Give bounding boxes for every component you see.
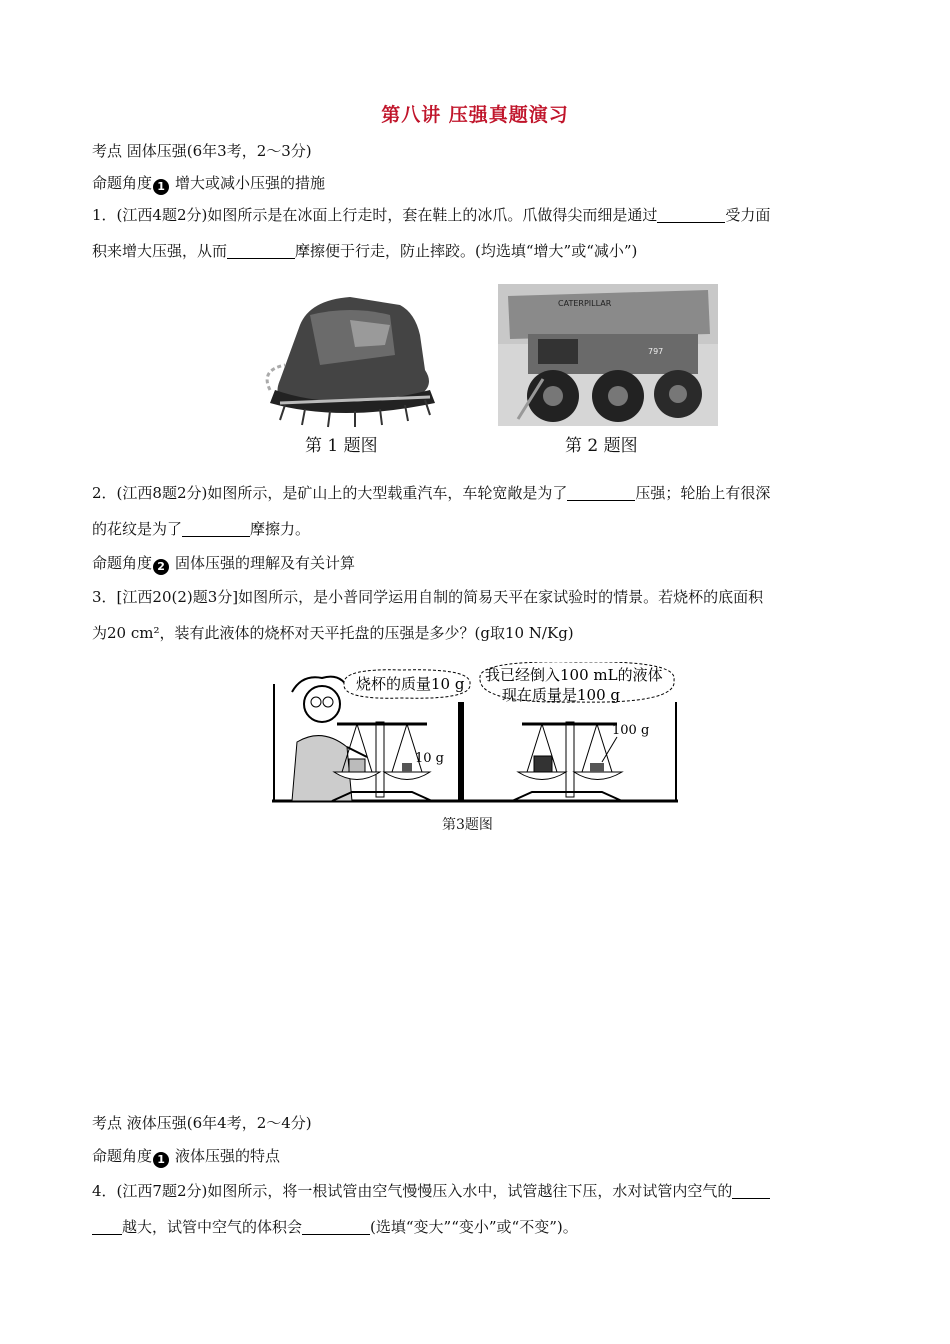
bubble-2-line-1: 我已经倒入100 mL的液体 — [485, 666, 663, 684]
bubble-1-text: 烧杯的质量10 g — [356, 675, 465, 693]
number-badge-1: 1 — [153, 179, 169, 195]
angle-text: 液体压强的特点 — [175, 1147, 281, 1165]
q4-text-c: (选填“变大”“变小”或“不变”)。 — [370, 1218, 578, 1236]
angle-text: 固体压强的理解及有关计算 — [175, 554, 356, 572]
figure-1-caption: 第 1 题图 — [305, 436, 378, 456]
truck-brand-text: CATERPILLAR — [558, 299, 612, 308]
q2-text-c: 的花纹是为了 — [92, 520, 183, 538]
q1-text-c: 积来增大压强，从而 — [92, 242, 228, 260]
answer-blank[interactable] — [302, 1219, 370, 1235]
q2-text-b: 压强；轮胎上有很深 — [635, 484, 771, 502]
crampon-shoe-image — [240, 285, 455, 435]
q2-text-a: 2．(江西8题2分)如图所示，是矿山上的大型载重汽车，车轮宽敞是为了 — [92, 484, 568, 502]
mining-truck-image — [498, 284, 718, 426]
angle-text: 增大或减小压强的措施 — [175, 174, 326, 192]
question-2-line-1 — [92, 482, 872, 504]
figure-3-caption: 第3题图 — [442, 817, 493, 833]
truck-model-text: 797 — [648, 347, 664, 356]
bubble-2-line-2: 现在质量是100 g — [502, 686, 621, 704]
question-angle-2 — [92, 552, 872, 575]
question-1-line-2 — [92, 240, 872, 262]
q2-text-d: 摩擦力。 — [250, 520, 311, 538]
question-3-line-2: 为20 cm²，装有此液体的烧杯对天平托盘的压强是多少？(g取10 N/Kg) — [92, 624, 574, 642]
weight-label-2: 100 g — [612, 723, 650, 738]
weight-label-1: 10 g — [415, 751, 444, 766]
figure-2-caption: 第 2 题图 — [565, 436, 638, 456]
number-badge-2: 2 — [153, 559, 169, 575]
answer-blank[interactable] — [732, 1183, 770, 1199]
question-4-line-1 — [92, 1180, 872, 1202]
q4-text-b: 越大，试管中空气的体积会 — [122, 1218, 303, 1236]
angle-label: 命题角度 — [92, 1147, 153, 1165]
answer-blank[interactable] — [182, 521, 250, 537]
question-3-line-1: 3．[江西20(2)题3分]如图所示，是小普同学运用自制的简易天平在家试验时的情景。若烧杯的底面积 — [92, 588, 764, 606]
answer-blank[interactable] — [227, 243, 295, 259]
q1-text-b: 受力面 — [725, 206, 771, 224]
question-angle-3 — [92, 1145, 872, 1168]
angle-label: 命题角度 — [92, 554, 153, 572]
question-4-line-2 — [92, 1216, 872, 1238]
answer-blank[interactable] — [657, 207, 725, 223]
question-1-line-1 — [92, 204, 872, 226]
answer-blank[interactable] — [92, 1219, 122, 1235]
q4-text-a: 4．(江西7题2分)如图所示，将一根试管由空气慢慢压入水中，试管越往下压，水对试管内空气的 — [92, 1182, 733, 1200]
page-title: 第八讲 压强真题演习 — [381, 104, 569, 126]
number-badge-1: 1 — [153, 1152, 169, 1168]
question-angle-1 — [92, 172, 872, 195]
answer-blank[interactable] — [567, 485, 635, 501]
angle-label: 命题角度 — [92, 174, 153, 192]
balance-cartoon-image — [272, 662, 678, 804]
q1-text-a: 1．(江西4题2分)如图所示是在冰面上行走时，套在鞋上的冰爪。爪做得尖而细是通过 — [92, 206, 658, 224]
q1-text-d: 摩擦便于行走，防止摔跤。(均选填“增大”或“减小”) — [295, 242, 638, 260]
section-heading-liquid-pressure: 考点 液体压强(6年4考，2～4分) — [92, 1114, 312, 1132]
question-2-line-2 — [92, 518, 872, 540]
section-heading-solid-pressure: 考点 固体压强(6年3考，2～3分) — [92, 142, 312, 160]
